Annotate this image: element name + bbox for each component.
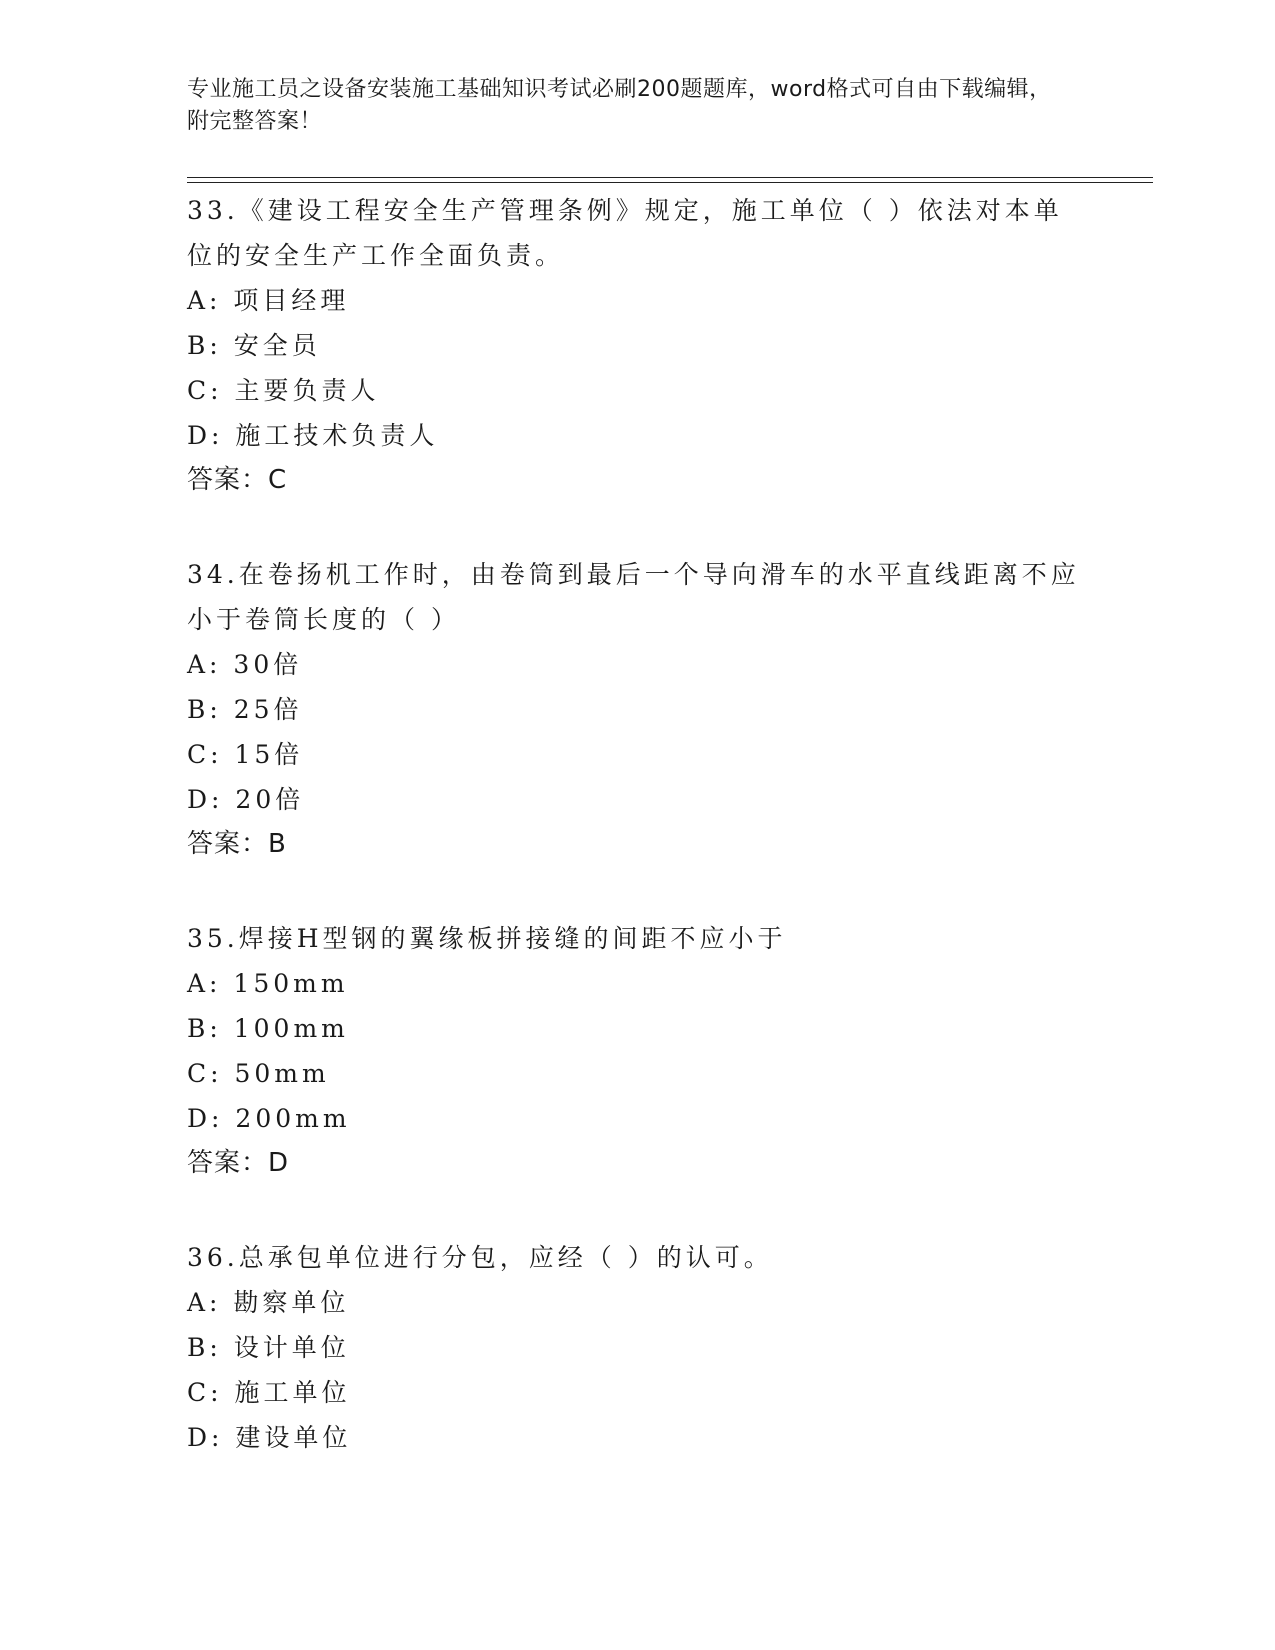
option-d: D: 20倍 (187, 785, 305, 814)
question-36 (187, 1235, 1087, 1460)
option-b: B: 25倍 (187, 695, 303, 724)
option-c: C: 50mm (187, 1059, 330, 1088)
answer: 答案：C (187, 465, 288, 495)
answer: 答案：D (187, 1148, 290, 1178)
header-divider-top (187, 177, 1153, 178)
option-d: D: 建设单位 (187, 1423, 352, 1452)
question-stem: 33.《建设工程安全生产管理条例》规定，施工单位（ ）依法对本单位的安全生产工作全面负责。 (187, 196, 1063, 270)
option-c: C: 施工单位 (187, 1378, 351, 1407)
question-stem: 35.焊接H型钢的翼缘板拼接缝的间距不应小于 (187, 924, 787, 953)
option-a: A: 勘察单位 (187, 1288, 350, 1317)
question-stem: 36.总承包单位进行分包，应经（ ）的认可。 (187, 1243, 773, 1272)
option-a: A: 30倍 (187, 650, 303, 679)
option-a: A: 150mm (187, 969, 349, 998)
option-c: C: 主要负责人 (187, 376, 380, 405)
option-d: D: 施工技术负责人 (187, 421, 439, 450)
option-b: B: 100mm (187, 1014, 349, 1043)
question-33 (187, 188, 1087, 503)
option-a: A: 项目经理 (187, 286, 350, 315)
header-divider-bottom (187, 182, 1153, 183)
question-35 (187, 916, 1087, 1186)
question-stem: 34.在卷扬机工作时，由卷筒到最后一个导向滑车的水平直线距离不应小于卷筒长度的（ ） (187, 560, 1080, 634)
option-b: B: 设计单位 (187, 1333, 350, 1362)
intro-text: 专业施工员之设备安装施工基础知识考试必刷200题题库，word格式可自由下载编辑，附完整答案！ (187, 77, 1052, 134)
answer: 答案：B (187, 829, 287, 859)
option-d: D: 200mm (187, 1104, 351, 1133)
option-b: B: 安全员 (187, 331, 321, 360)
option-c: C: 15倍 (187, 740, 304, 769)
question-34 (187, 552, 1087, 867)
